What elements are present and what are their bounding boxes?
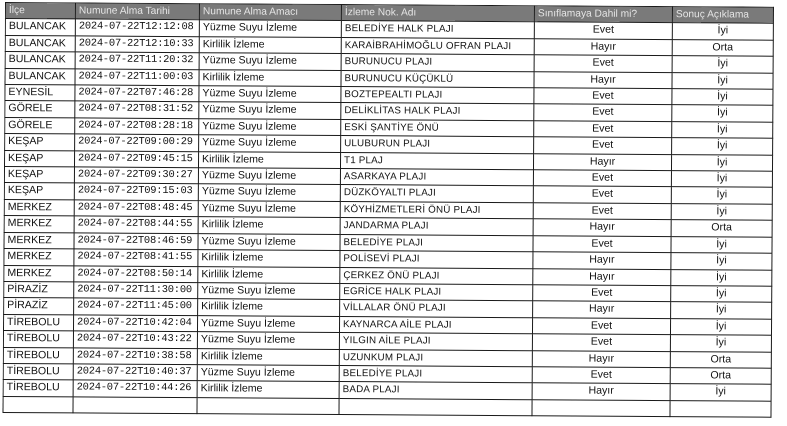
cell-ilce: MERKEZ — [4, 265, 74, 282]
cell-ilce: TİREBOLU — [3, 331, 73, 348]
cell-nokta: BOZTEPEALTI PLAJI — [341, 87, 534, 105]
header-amac: Numune Alma Amacı — [199, 4, 341, 21]
cell-tarih: 2024-07-22T08:44:55 — [74, 216, 198, 233]
cell-tarih: 2024-07-22T10:40:37 — [73, 364, 197, 381]
cell-sonuc: İyi — [672, 121, 773, 138]
cell-dahil: Evet — [533, 235, 671, 252]
cell-sonuc: İyi — [671, 171, 772, 188]
cell-tarih: 2024-07-22T11:30:00 — [74, 282, 198, 299]
cell-tarih: 2024-07-22T08:31:52 — [75, 101, 199, 118]
cell-nokta: UZUNKUM PLAJI — [339, 349, 532, 367]
cell-nokta: VİLLALAR ÖNÜ PLAJI — [340, 300, 533, 318]
cell-ilce: KEŞAP — [4, 167, 74, 184]
cell-ilce: MERKEZ — [4, 216, 74, 233]
cell-sonuc: İyi — [671, 285, 772, 302]
cell-amac: Kirlilik İzleme — [198, 266, 340, 283]
cell-nokta: BELEDİYE PLAJI — [340, 234, 533, 252]
cell-amac: Yüzme Suyu İzleme — [198, 168, 340, 185]
empty-cell — [3, 396, 73, 412]
cell-nokta: BURUNUCU PLAJI — [341, 54, 534, 72]
cell-ilce: TİREBOLU — [3, 380, 73, 397]
cell-amac: Yüzme Suyu İzleme — [199, 53, 341, 70]
results-sheet — [2, 2, 775, 425]
cell-tarih: 2024-07-22T08:48:45 — [74, 200, 198, 217]
cell-dahil: Evet — [534, 104, 672, 121]
empty-row — [3, 396, 771, 417]
cell-nokta: JANDARMA PLAJI — [340, 218, 533, 236]
cell-sonuc: Orta — [670, 368, 771, 385]
cell-tarih: 2024-07-22T10:44:26 — [73, 380, 197, 397]
empty-cell — [73, 397, 197, 414]
cell-amac: Kirlilik İzleme — [198, 151, 340, 168]
cell-ilce: PİRAZİZ — [4, 298, 74, 315]
cell-sonuc: İyi — [672, 105, 773, 122]
empty-cell — [339, 398, 532, 415]
cell-sonuc: İyi — [672, 56, 773, 73]
cell-ilce: MERKEZ — [4, 232, 74, 249]
table-body — [3, 19, 773, 417]
cell-amac: Yüzme Suyu İzleme — [197, 315, 339, 332]
cell-amac: Kirlilik İzleme — [199, 69, 341, 86]
cell-tarih: 2024-07-22T12:10:33 — [75, 36, 199, 53]
cell-nokta: ÇERKEZ ÖNÜ PLAJI — [340, 267, 533, 285]
cell-nokta: BURUNUCU KÜÇÜKLÜ — [341, 70, 534, 88]
cell-tarih: 2024-07-22T08:46:59 — [74, 233, 198, 250]
cell-tarih: 2024-07-22T08:41:55 — [74, 249, 198, 266]
cell-amac: Kirlilik İzleme — [198, 217, 340, 234]
cell-sonuc: İyi — [671, 253, 772, 270]
cell-ilce: KEŞAP — [4, 183, 74, 200]
cell-dahil: Evet — [534, 88, 672, 105]
cell-tarih: 2024-07-22T09:45:15 — [74, 151, 198, 168]
cell-nokta: ULUBURUN PLAJI — [341, 136, 534, 154]
cell-ilce: GÖRELE — [5, 101, 75, 118]
cell-ilce: BULANCAK — [5, 35, 75, 52]
empty-cell — [670, 400, 771, 417]
cell-ilce: BULANCAK — [5, 19, 75, 36]
cell-amac: Yüzme Suyu İzleme — [198, 201, 340, 218]
sampling-results-table — [2, 2, 773, 417]
empty-cell — [532, 399, 670, 416]
cell-nokta: POLİSEVİ PLAJI — [340, 251, 533, 269]
cell-amac: Kirlilik İzleme — [197, 348, 339, 365]
cell-tarih: 2024-07-22T09:00:29 — [75, 134, 199, 151]
cell-sonuc: İyi — [671, 302, 772, 319]
cell-ilce: TİREBOLU — [3, 363, 73, 380]
cell-nokta: KÖYHİZMETLERİ ÖNÜ PLAJI — [340, 201, 533, 219]
cell-ilce: TİREBOLU — [3, 314, 73, 331]
cell-dahil: Evet — [533, 285, 671, 302]
cell-amac: Yüzme Suyu İzleme — [198, 283, 340, 300]
cell-sonuc: İyi — [672, 138, 773, 155]
cell-dahil: Evet — [533, 186, 671, 203]
cell-nokta: ESKİ ŞANTİYE ÖNÜ — [341, 119, 534, 137]
cell-dahil: Evet — [532, 317, 670, 334]
cell-dahil: Evet — [533, 203, 671, 220]
header-sonuc: Sonuç Açıklama — [672, 7, 773, 24]
cell-sonuc: İyi — [670, 318, 771, 335]
cell-nokta: DÜZKÖYALTI PLAJI — [340, 185, 533, 203]
cell-dahil: Hayır — [532, 350, 670, 367]
cell-sonuc: İyi — [671, 187, 772, 204]
cell-amac: Yüzme Suyu İzleme — [199, 20, 341, 37]
cell-dahil: Hayır — [532, 383, 670, 400]
cell-tarih: 2024-07-22T10:38:58 — [73, 347, 197, 364]
cell-nokta: BADA PLAJI — [339, 382, 532, 400]
cell-sonuc: İyi — [670, 335, 771, 352]
cell-sonuc: İyi — [672, 89, 773, 106]
cell-dahil: Hayır — [533, 219, 671, 236]
header-tarih: Numune Alma Tarihi — [75, 3, 199, 20]
cell-nokta: YILGIN AİLE PLAJI — [339, 333, 532, 351]
cell-ilce: KEŞAP — [4, 150, 74, 167]
header-dahil: Sınıflamaya Dahil mi? — [534, 6, 672, 23]
cell-tarih: 2024-07-22T10:43:22 — [73, 331, 197, 348]
header-nokta: İzleme Nok. Adı — [341, 5, 534, 23]
cell-nokta: KARAİBRAHİMOĞLU OFRAN PLAJI — [341, 37, 534, 55]
cell-tarih: 2024-07-22T11:45:00 — [74, 298, 198, 315]
cell-sonuc: İyi — [670, 384, 771, 401]
cell-amac: Kirlilik İzleme — [198, 250, 340, 267]
cell-tarih: 2024-07-22T09:15:03 — [74, 183, 198, 200]
cell-dahil: Evet — [534, 121, 672, 138]
cell-sonuc: İyi — [671, 269, 772, 286]
header-ilce: İlçe — [5, 3, 75, 20]
cell-dahil: Evet — [534, 22, 672, 39]
cell-ilce: MERKEZ — [4, 199, 74, 216]
cell-amac: Kirlilik İzleme — [198, 299, 340, 316]
cell-tarih: 2024-07-22T11:00:03 — [75, 69, 199, 86]
cell-dahil: Evet — [532, 367, 670, 384]
cell-ilce: KEŞAP — [5, 134, 75, 151]
cell-tarih: 2024-07-22T11:20:32 — [75, 52, 199, 69]
cell-amac: Yüzme Suyu İzleme — [198, 233, 340, 250]
cell-ilce: BULANCAK — [5, 52, 75, 69]
cell-tarih: 2024-07-22T08:28:18 — [75, 118, 199, 135]
cell-tarih: 2024-07-22T08:50:14 — [74, 265, 198, 282]
cell-ilce: EYNESİL — [5, 85, 75, 102]
cell-dahil: Evet — [532, 334, 670, 351]
cell-amac: Yüzme Suyu İzleme — [199, 135, 341, 152]
cell-ilce: BULANCAK — [5, 68, 75, 85]
cell-amac: Kirlilik İzleme — [199, 37, 341, 54]
cell-nokta: EGRİCE HALK PLAJI — [340, 283, 533, 301]
cell-sonuc: Orta — [672, 39, 773, 56]
cell-tarih: 2024-07-22T09:30:27 — [74, 167, 198, 184]
cell-dahil: Evet — [533, 170, 671, 187]
cell-ilce: TİREBOLU — [3, 347, 73, 364]
cell-dahil: Evet — [534, 55, 672, 72]
cell-amac: Kirlilik İzleme — [197, 381, 339, 398]
cell-amac: Yüzme Suyu İzleme — [199, 119, 341, 136]
cell-amac: Yüzme Suyu İzleme — [199, 102, 341, 119]
cell-tarih: 2024-07-22T07:46:28 — [75, 85, 199, 102]
cell-sonuc: Orta — [671, 220, 772, 237]
cell-sonuc: İyi — [672, 23, 773, 40]
cell-dahil: Hayır — [534, 39, 672, 56]
cell-amac: Yüzme Suyu İzleme — [197, 365, 339, 382]
cell-tarih: 2024-07-22T10:42:04 — [73, 315, 197, 332]
cell-sonuc: İyi — [672, 72, 773, 89]
cell-dahil: Hayır — [533, 268, 671, 285]
cell-ilce: MERKEZ — [4, 249, 74, 266]
cell-dahil: Hayır — [534, 71, 672, 88]
cell-dahil: Evet — [534, 137, 672, 154]
cell-nokta: ASARKAYA PLAJI — [340, 169, 533, 187]
cell-tarih: 2024-07-22T12:12:08 — [75, 19, 199, 36]
cell-nokta: BELEDİYE PLAJI — [339, 365, 532, 383]
cell-sonuc: İyi — [671, 154, 772, 171]
cell-dahil: Hayır — [533, 301, 671, 318]
empty-cell — [197, 397, 339, 414]
cell-ilce: PİRAZİZ — [4, 281, 74, 298]
cell-sonuc: Orta — [670, 351, 771, 368]
cell-nokta: KAYNARCA AİLE PLAJI — [339, 316, 532, 334]
cell-amac: Yüzme Suyu İzleme — [198, 184, 340, 201]
cell-dahil: Hayır — [533, 153, 671, 170]
cell-dahil: Hayır — [533, 252, 671, 269]
cell-nokta: BELEDİYE HALK PLAJI — [341, 21, 534, 39]
cell-nokta: DELİKLİTAS HALK PLAJI — [341, 103, 534, 121]
cell-amac: Yüzme Suyu İzleme — [199, 86, 341, 103]
cell-nokta: T1 PLAJ — [340, 152, 533, 170]
cell-sonuc: İyi — [671, 236, 772, 253]
cell-amac: Yüzme Suyu İzleme — [197, 332, 339, 349]
cell-sonuc: İyi — [671, 203, 772, 220]
cell-ilce: GÖRELE — [5, 117, 75, 134]
